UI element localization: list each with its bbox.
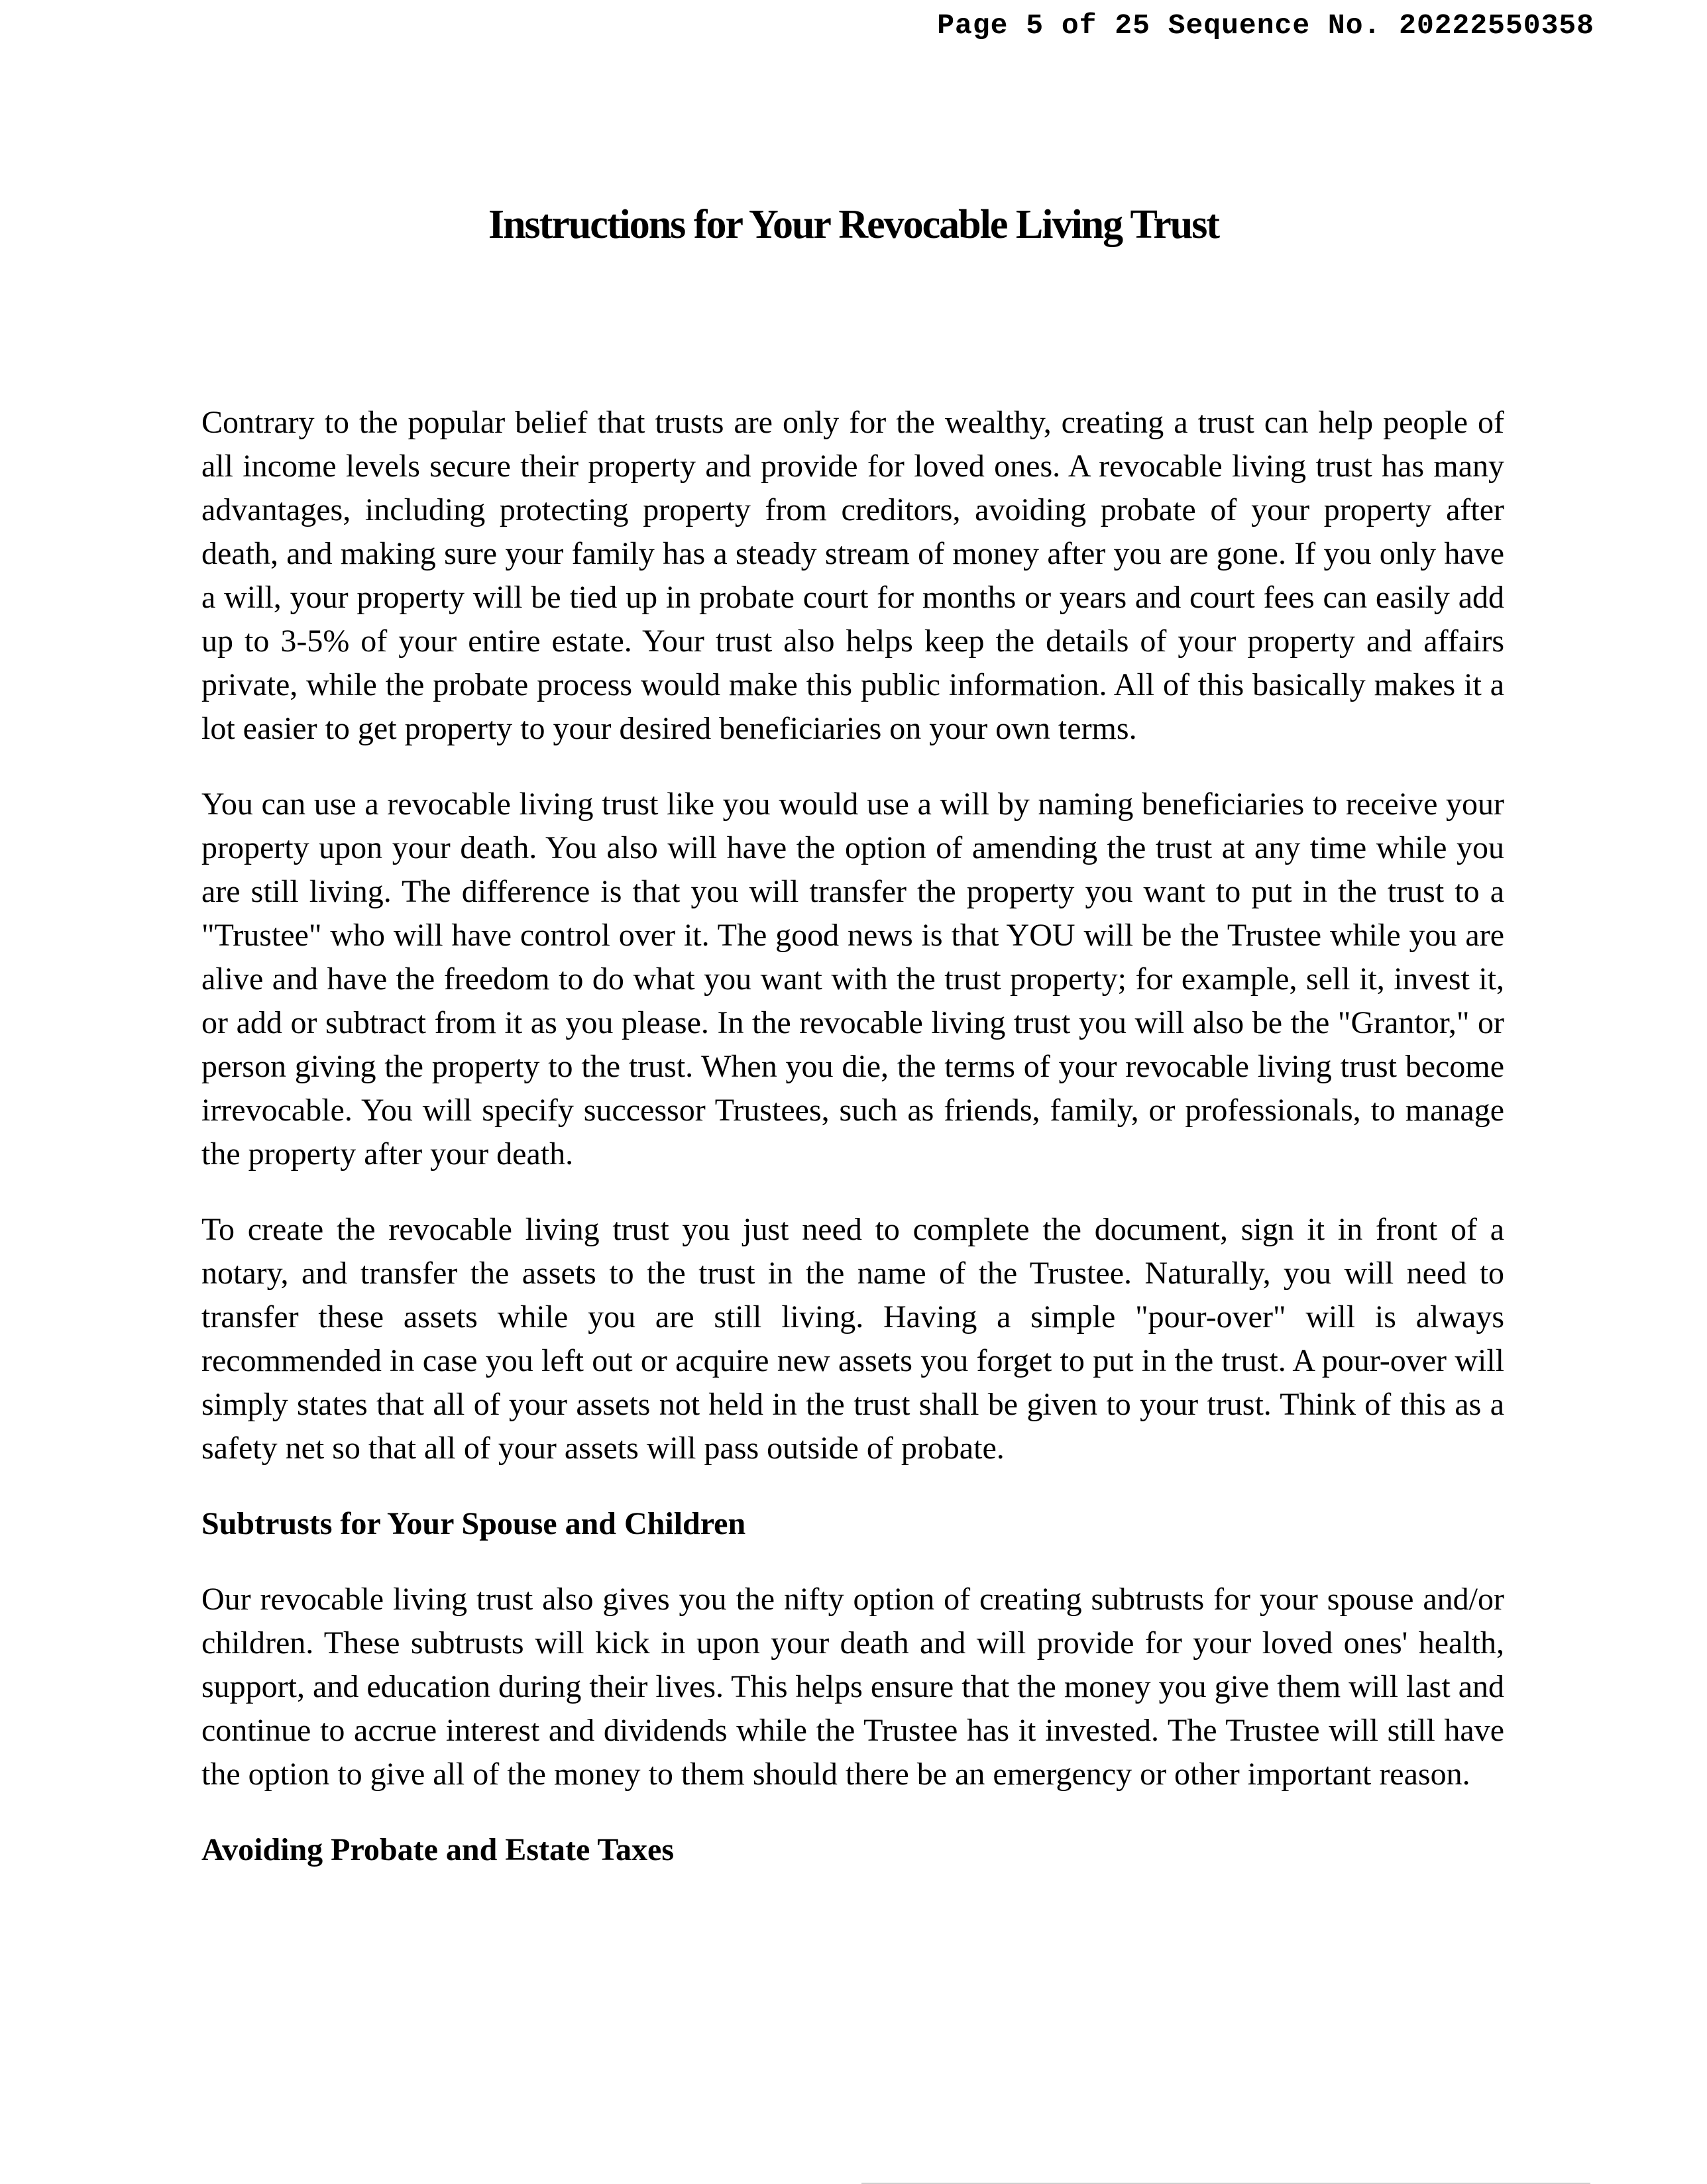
heading-avoiding-probate: Avoiding Probate and Estate Taxes (201, 1832, 674, 1867)
document-body (201, 401, 1504, 1904)
paragraph-subtrusts: Our revocable living trust also gives you the nifty option of creating subtrusts for your spouse and/or children. These subtrusts will kick in upon your death and will provide for your loved ones' health, support, and education during their lives. This helps ensure that the money you give them will last and continue to accrue interest and dividends while the Trustee has it invested. The Trustee will still have the option to give all of the money to them should there be an emergency or other important reason. (201, 1582, 1504, 1792)
heading-subtrusts: Subtrusts for Your Spouse and Children (201, 1506, 746, 1541)
paragraph-trust-advantages: Contrary to the popular belief that trusts are only for the wealthy, creating a trust can help people of all income levels secure their property and provide for loved ones. A revocable living trust has many advantages, including protecting property from creditors, avoiding probate of your property after death, and making sure your family has a steady stream of money after you are gone. If you only have a will, your property will be tied up in probate court for months or years and court fees can easily add up to 3-5% of your entire estate. Your trust also helps keep the details of your property and affairs private, while the probate process would make this public information. All of this basically makes it a lot easier to get property to your desired beneficiaries on your own terms. (201, 405, 1504, 746)
page-sequence-header: Page 5 of 25 Sequence No. 20222550358 (937, 9, 1594, 42)
paragraph-trust-vs-will: You can use a revocable living trust like you would use a will by naming beneficiaries to receive your property upon your death. You also will have the option of amending the trust at any time while you are still living. The difference is that you will transfer the property you want to put in the trust to a "Trustee" who will have control over it. The good news is that YOU will be the Trustee while you are alive and have the freedom to do what you want with the trust property; for example, sell it, invest it, or add or subtract from it as you please. In the revocable living trust you will also be the "Grantor," or person giving the property to the trust. When you die, the terms of your revocable living trust become irrevocable. You will specify successor Trustees, such as friends, family, or professionals, to manage the property after your death. (201, 787, 1504, 1172)
paragraph-creating-trust: To create the revocable living trust you just need to complete the document, sign it in front of a notary, and transfer the assets to the trust in the name of the Trustee. Naturally, you will need to transfer these assets while you are still living. Having a simple "pour-over" will is always recommended in case you left out or acquire new assets you forget to put in the trust. A pour-over will simply states that all of your assets not held in the trust shall be given to your trust. Think of this as a safety net so that all of your assets will pass outside of probate. (201, 1212, 1504, 1466)
document-title: Instructions for Your Revocable Living Trust (488, 202, 1219, 247)
